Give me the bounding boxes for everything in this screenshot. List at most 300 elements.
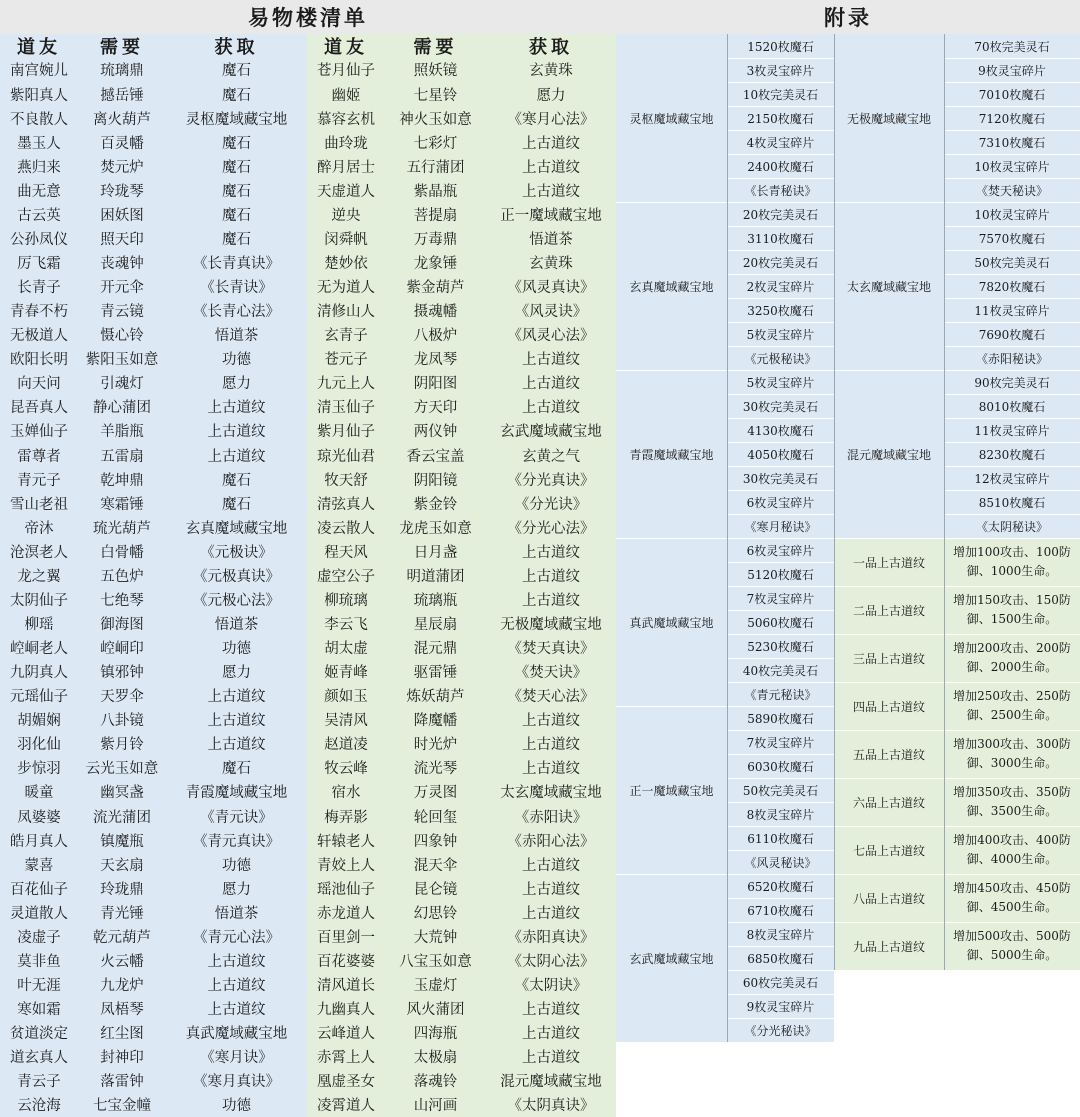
cell-reward: 上古道纹 (207, 400, 266, 417)
treasure-land-name: 混元魔域藏宝地 (834, 370, 944, 538)
cell-need: 轮回玺 (413, 809, 458, 826)
table-row (0, 949, 616, 973)
cell-need: 万灵图 (413, 785, 458, 802)
cell-reward: 愿力 (536, 87, 566, 104)
row-divider (944, 418, 1080, 419)
cell-friend: 云峰道人 (317, 1026, 375, 1043)
cell-need: 丧魂钟 (100, 256, 144, 273)
cell-need: 撼岳锤 (100, 87, 144, 104)
cell-reward: 愿力 (222, 881, 251, 898)
cell-reward: 《分光真诀》 (507, 472, 595, 489)
cell-friend: 凌云散人 (317, 520, 375, 537)
cell-need: 琉璃鼎 (100, 63, 144, 80)
cell-reward: 上古道纹 (207, 737, 266, 754)
cell-friend: 幽姬 (331, 87, 361, 104)
dao-pattern-effect: 增加500攻击、500防御、5000生命。 (944, 922, 1080, 970)
cell-friend: 轩辕老人 (317, 833, 375, 850)
dao-pattern-grade: 六品上古道纹 (834, 778, 944, 826)
row-divider (944, 490, 1080, 491)
cell-friend: 燕归来 (17, 159, 61, 176)
cell-reward: 魔石 (222, 472, 251, 489)
cell-need: 九龙炉 (100, 978, 144, 995)
dao-pattern-grade: 五品上古道纹 (834, 730, 944, 778)
row-divider (727, 850, 834, 851)
reward-item: 11枚灵宝碎片 (944, 298, 1080, 322)
cell-friend: 雪山老祖 (10, 496, 68, 513)
row-divider (834, 586, 1080, 587)
cell-need: 玉虚灯 (413, 978, 458, 995)
row-divider (834, 202, 1080, 203)
cell-friend: 长青子 (17, 280, 61, 297)
treasure-land-name: 玄真魔域藏宝地 (616, 202, 727, 370)
cell-friend: 步惊羽 (17, 761, 61, 778)
dao-pattern-grade: 四品上古道纹 (834, 682, 944, 730)
reward-item: 3110枚魔石 (727, 226, 834, 250)
cell-need: 七彩灯 (413, 135, 458, 152)
reward-item: 5120枚魔石 (727, 562, 834, 586)
cell-need: 昆仑镜 (413, 881, 458, 898)
table-row (0, 1069, 616, 1093)
table-row (0, 1045, 616, 1069)
cell-friend: 牧天舒 (324, 472, 368, 489)
cell-need: 混元鼎 (413, 641, 458, 658)
dao-pattern-grade: 二品上古道纹 (834, 586, 944, 634)
cell-reward: 《元极诀》 (200, 544, 273, 561)
cell-friend: 天虚道人 (317, 183, 375, 200)
cell-friend: 青春不朽 (10, 304, 68, 321)
row-divider (944, 130, 1080, 131)
cell-need: 红尘图 (100, 1026, 144, 1043)
table-row (0, 371, 616, 395)
reward-item: 7120枚魔石 (944, 106, 1080, 130)
list-header-row (0, 34, 616, 58)
cell-friend: 苍元子 (324, 352, 368, 369)
cell-need: 火云幡 (100, 953, 144, 970)
row-divider (727, 106, 834, 107)
reward-item: 1520枚魔石 (727, 34, 834, 58)
row-divider (727, 610, 834, 611)
cell-reward: 《寒月心法》 (507, 111, 595, 128)
cell-need: 幻思铃 (413, 905, 458, 922)
cell-need: 风火蒲团 (406, 1002, 465, 1019)
row-divider (727, 346, 834, 347)
dao-pattern-grade: 一品上古道纹 (834, 538, 944, 586)
table-row (0, 684, 616, 708)
cell-friend: 太阴仙子 (10, 592, 68, 609)
reward-item: 30枚完美灵石 (727, 394, 834, 418)
cell-reward: 功德 (222, 1098, 251, 1115)
cell-need: 山河画 (413, 1098, 458, 1115)
reward-item: 《赤阳秘诀》 (944, 346, 1080, 370)
row-divider (616, 370, 834, 371)
cell-friend: 青元子 (17, 472, 61, 489)
row-divider (834, 778, 1080, 779)
cell-friend: 紫阳真人 (10, 87, 68, 104)
cell-reward: 上古道纹 (207, 689, 266, 706)
cell-reward: 玄黄珠 (529, 256, 573, 273)
row-divider (616, 538, 834, 539)
cell-need: 琉光葫芦 (93, 520, 151, 537)
treasure-land-name: 真武魔域藏宝地 (616, 538, 727, 706)
cell-reward: 《元极真诀》 (193, 568, 280, 585)
cell-friend: 欧阳长明 (10, 352, 68, 369)
reward-item: 7690枚魔石 (944, 322, 1080, 346)
cell-friend: 紫月仙子 (317, 424, 375, 441)
cell-reward: 功德 (222, 857, 251, 874)
dao-pattern-effect: 增加400攻击、400防御、4000生命。 (944, 826, 1080, 874)
row-divider (944, 274, 1080, 275)
row-divider (727, 274, 834, 275)
reward-item: 3枚灵宝碎片 (727, 58, 834, 82)
cell-friend: 李云飞 (324, 617, 368, 634)
treasure-land-name: 太玄魔域藏宝地 (834, 202, 944, 370)
table-row (0, 82, 616, 106)
cell-reward: 《焚天心法》 (507, 689, 595, 706)
cell-friend: 苍月仙子 (317, 63, 375, 80)
cell-need: 摄魂幡 (413, 304, 458, 321)
reward-item: 7010枚魔石 (944, 82, 1080, 106)
cell-friend: 不良散人 (10, 111, 68, 128)
table-row (0, 852, 616, 876)
row-divider (944, 82, 1080, 83)
cell-need: 紫金葫芦 (406, 280, 465, 297)
cell-reward: 《赤阳心法》 (507, 833, 595, 850)
reward-item: 11枚灵宝碎片 (944, 418, 1080, 442)
row-divider (834, 730, 1080, 731)
cell-need: 幽冥盏 (100, 785, 144, 802)
cell-need: 五行蒲团 (406, 159, 465, 176)
row-divider (834, 538, 1080, 539)
cell-need: 照天印 (100, 231, 144, 248)
cell-reward: 《长青真诀》 (193, 256, 280, 273)
cell-need: 神火玉如意 (399, 111, 472, 128)
row-divider (944, 322, 1080, 323)
reward-item: 5230枚魔石 (727, 634, 834, 658)
cell-friend: 柳瑶 (24, 617, 54, 634)
reward-item: 《寒月秘诀》 (727, 514, 834, 538)
reward-item: 40枚完美灵石 (727, 658, 834, 682)
cell-reward: 玄武魔域藏宝地 (500, 424, 602, 441)
cell-friend: 崆峒老人 (10, 641, 68, 658)
cell-friend: 青姣上人 (317, 857, 375, 874)
cell-reward: 无极魔域藏宝地 (500, 617, 602, 634)
cell-friend: 玉婵仙子 (10, 424, 68, 441)
cell-friend: 古云英 (17, 207, 61, 224)
reward-item: 3250枚魔石 (727, 298, 834, 322)
cell-friend: 蒙喜 (24, 857, 54, 874)
cell-reward: 上古道纹 (522, 1026, 580, 1043)
reward-item: 90枚完美灵石 (944, 370, 1080, 394)
table-row (0, 563, 616, 587)
cell-need: 七绝琴 (100, 592, 144, 609)
row-divider (727, 130, 834, 131)
cell-need: 五色炉 (100, 568, 144, 585)
cell-friend: 南宫婉儿 (10, 63, 68, 80)
row-divider (727, 418, 834, 419)
cell-friend: 清风道长 (317, 978, 375, 995)
cell-friend: 叶无涯 (17, 978, 61, 995)
row-divider (727, 250, 834, 251)
row-divider (944, 178, 1080, 179)
row-divider (727, 1018, 834, 1019)
cell-reward: 《寒月真诀》 (193, 1074, 280, 1091)
cell-reward: 《太阴心法》 (507, 953, 595, 970)
reward-item: 30枚完美灵石 (727, 466, 834, 490)
cell-friend: 闵舜帆 (324, 231, 368, 248)
table-row (0, 443, 616, 467)
cell-reward: 混元魔域藏宝地 (500, 1074, 602, 1091)
row-divider (944, 514, 1080, 515)
cell-friend: 墨玉人 (17, 135, 61, 152)
cell-need: 青光锤 (100, 905, 144, 922)
reward-item: 7310枚魔石 (944, 130, 1080, 154)
dao-pattern-effect: 增加300攻击、300防御、3000生命。 (944, 730, 1080, 778)
cell-friend: 暖童 (24, 785, 54, 802)
dao-pattern-effect: 增加450攻击、450防御、4500生命。 (944, 874, 1080, 922)
cell-reward: 上古道纹 (522, 376, 580, 393)
cell-friend: 清弦真人 (317, 496, 375, 513)
cell-need: 龙虎玉如意 (399, 520, 472, 537)
reward-item: 20枚完美灵石 (727, 202, 834, 226)
row-divider (944, 58, 1080, 59)
exchange-list-table (0, 34, 616, 1117)
dao-pattern-grade: 九品上古道纹 (834, 922, 944, 970)
cell-friend: 清玉仙子 (317, 400, 375, 417)
cell-need: 紫月铃 (100, 737, 144, 754)
table-row (0, 804, 616, 828)
cell-need: 云光玉如意 (85, 761, 159, 778)
cell-need: 万毒鼎 (413, 231, 458, 248)
row-divider (727, 826, 834, 827)
row-divider (834, 826, 1080, 827)
cell-friend: 贫道淡定 (10, 1026, 68, 1043)
reward-item: 8510枚魔石 (944, 490, 1080, 514)
cell-friend: 灵道散人 (10, 905, 68, 922)
cell-reward: 魔石 (222, 135, 251, 152)
table-row (0, 130, 616, 154)
cell-reward: 《赤阳诀》 (514, 809, 588, 826)
cell-reward: 《赤阳真诀》 (507, 929, 595, 946)
cell-reward: 上古道纹 (207, 424, 266, 441)
reward-item: 50枚完美灵石 (727, 778, 834, 802)
cell-need: 羊脂瓶 (100, 424, 144, 441)
reward-item: 6枚灵宝碎片 (727, 490, 834, 514)
cell-need: 明道蒲团 (406, 568, 465, 585)
table-row (0, 227, 616, 251)
cell-need: 炼妖葫芦 (406, 689, 465, 706)
treasure-land-name: 灵枢魔域藏宝地 (616, 34, 727, 202)
reward-item: 《分光秘诀》 (727, 1018, 834, 1042)
cell-friend: 牧云峰 (324, 761, 368, 778)
reward-item: 6710枚魔石 (727, 898, 834, 922)
reward-item: 12枚灵宝碎片 (944, 466, 1080, 490)
reward-item: 7820枚魔石 (944, 274, 1080, 298)
table-row (0, 1021, 616, 1045)
row-divider (944, 154, 1080, 155)
reward-item: 《风灵秘诀》 (727, 850, 834, 874)
cell-friend: 百花婆婆 (317, 953, 375, 970)
cell-reward: 上古道纹 (522, 400, 580, 417)
cell-need: 紫阳玉如意 (85, 352, 159, 369)
cell-friend: 凌霄道人 (317, 1098, 375, 1115)
cell-friend: 醉月居士 (317, 159, 375, 176)
cell-need: 流光琴 (413, 761, 458, 778)
cell-reward: 《太阴诀》 (514, 978, 588, 995)
cell-need: 照妖镜 (413, 63, 458, 80)
cell-friend: 无为道人 (317, 280, 375, 297)
cell-reward: 上古道纹 (207, 713, 266, 730)
cell-reward: 青霞魔域藏宝地 (185, 785, 288, 802)
row-divider (727, 778, 834, 779)
row-divider (727, 442, 834, 443)
row-divider (944, 442, 1080, 443)
appendix-title: 附录 (616, 0, 1080, 34)
cell-reward: 魔石 (222, 159, 251, 176)
row-divider (944, 346, 1080, 347)
row-divider (727, 82, 834, 83)
cell-need: 紫晶瓶 (413, 183, 458, 200)
reward-item: 8010枚魔石 (944, 394, 1080, 418)
table-row (0, 900, 616, 924)
cell-reward: 上古道纹 (522, 183, 580, 200)
cell-need: 困妖图 (100, 207, 144, 224)
cell-need: 龙象锤 (413, 256, 458, 273)
cell-friend: 虚空公子 (317, 568, 375, 585)
reward-item: 9枚灵宝碎片 (727, 994, 834, 1018)
cell-need: 时光炉 (413, 737, 458, 754)
table-row (0, 106, 616, 130)
reward-item: 4130枚魔石 (727, 418, 834, 442)
cell-need: 阴阳图 (413, 376, 458, 393)
row-divider (727, 490, 834, 491)
table-row (0, 58, 616, 82)
cell-reward: 《焚天真诀》 (507, 641, 595, 658)
reward-item: 2枚灵宝碎片 (727, 274, 834, 298)
table-row (0, 347, 616, 371)
cell-reward: 上古道纹 (207, 978, 266, 995)
cell-reward: 《分光心法》 (507, 520, 595, 537)
cell-friend: 吴清风 (324, 713, 368, 730)
cell-friend: 赵道凌 (324, 737, 368, 754)
cell-need: 龙凤琴 (413, 352, 458, 369)
header-reward: 获取 (214, 36, 259, 58)
cell-friend: 昆吾真人 (10, 400, 68, 417)
cell-friend: 莫非鱼 (17, 953, 61, 970)
dao-pattern-effect: 增加100攻击、100防御、1000生命。 (944, 538, 1080, 586)
cell-need: 青云镜 (100, 304, 144, 321)
row-divider (944, 394, 1080, 395)
row-divider (834, 682, 1080, 683)
cell-need: 乾元葫芦 (93, 929, 151, 946)
cell-reward: 功德 (222, 352, 251, 369)
cell-reward: 魔石 (222, 63, 251, 80)
reward-item: 5枚灵宝碎片 (727, 370, 834, 394)
table-row (0, 251, 616, 275)
cell-need: 混天伞 (413, 857, 458, 874)
table-row (0, 636, 616, 660)
cell-friend: 慕容玄机 (317, 111, 375, 128)
cell-friend: 楚妙依 (324, 256, 368, 273)
cell-friend: 胡媚娴 (17, 713, 61, 730)
reward-item: 5890枚魔石 (727, 706, 834, 730)
cell-reward: 悟道茶 (214, 905, 259, 922)
cell-need: 落雷钟 (100, 1074, 144, 1091)
cell-need: 菩提扇 (413, 207, 458, 224)
cell-reward: 正一魔域藏宝地 (500, 207, 602, 224)
cell-reward: 上古道纹 (522, 592, 580, 609)
row-divider (727, 898, 834, 899)
row-divider (616, 874, 834, 875)
cell-friend: 九幽真人 (317, 1002, 375, 1019)
cell-friend: 向天问 (17, 376, 61, 393)
reward-item: 8枚灵宝碎片 (727, 922, 834, 946)
cell-friend: 赤霄上人 (317, 1050, 375, 1067)
cell-friend: 梅弄影 (324, 809, 368, 826)
cell-need: 白骨幡 (100, 544, 144, 561)
reward-item: 7枚灵宝碎片 (727, 730, 834, 754)
dao-pattern-effect: 增加250攻击、250防御、2500生命。 (944, 682, 1080, 730)
reward-item: 6枚灵宝碎片 (727, 538, 834, 562)
cell-need: 香云宝盖 (406, 448, 465, 465)
cell-need: 琉璃瓶 (413, 592, 458, 609)
cell-reward: 上古道纹 (522, 737, 580, 754)
row-divider (727, 514, 834, 515)
cell-reward: 魔石 (222, 496, 251, 513)
row-divider (727, 394, 834, 395)
cell-friend: 羽化仙 (17, 737, 61, 754)
cell-need: 阴阳镜 (413, 472, 458, 489)
row-divider (727, 634, 834, 635)
reward-item: 2150枚魔石 (727, 106, 834, 130)
row-divider (727, 802, 834, 803)
row-divider (616, 202, 834, 203)
table-row (0, 828, 616, 852)
cell-friend: 厉飞霜 (17, 256, 61, 273)
table-row (0, 515, 616, 539)
row-divider (727, 946, 834, 947)
list-title: 易物楼清单 (0, 0, 616, 34)
cell-need: 静心蒲团 (93, 400, 151, 417)
row-divider (727, 154, 834, 155)
cell-reward: 《焚天诀》 (514, 665, 588, 682)
reward-item: 6520枚魔石 (727, 874, 834, 898)
reward-item: 10枚灵宝碎片 (944, 154, 1080, 178)
row-divider (944, 106, 1080, 107)
cell-reward: 上古道纹 (522, 544, 580, 561)
reward-item: 《太阴秘诀》 (944, 514, 1080, 538)
cell-friend: 公孙凤仪 (10, 231, 68, 248)
cell-friend: 百花仙子 (10, 881, 68, 898)
row-divider (727, 730, 834, 731)
cell-friend: 云沧海 (17, 1098, 61, 1115)
cell-reward: 上古道纹 (522, 881, 580, 898)
cell-friend: 曲无意 (17, 183, 61, 200)
cell-reward: 魔石 (222, 231, 251, 248)
cell-need: 四象钟 (413, 833, 458, 850)
reward-item: 7570枚魔石 (944, 226, 1080, 250)
cell-need: 慑心铃 (100, 328, 144, 345)
row-divider (834, 874, 1080, 875)
cell-reward: 上古道纹 (522, 1050, 580, 1067)
row-divider (727, 970, 834, 971)
reward-item: 6110枚魔石 (727, 826, 834, 850)
cell-need: 七宝金幢 (93, 1098, 151, 1115)
cell-reward: 《太阴真诀》 (507, 1098, 595, 1115)
row-divider (727, 58, 834, 59)
table-row (0, 660, 616, 684)
cell-reward: 上古道纹 (522, 352, 580, 369)
cell-need: 方天印 (413, 400, 458, 417)
